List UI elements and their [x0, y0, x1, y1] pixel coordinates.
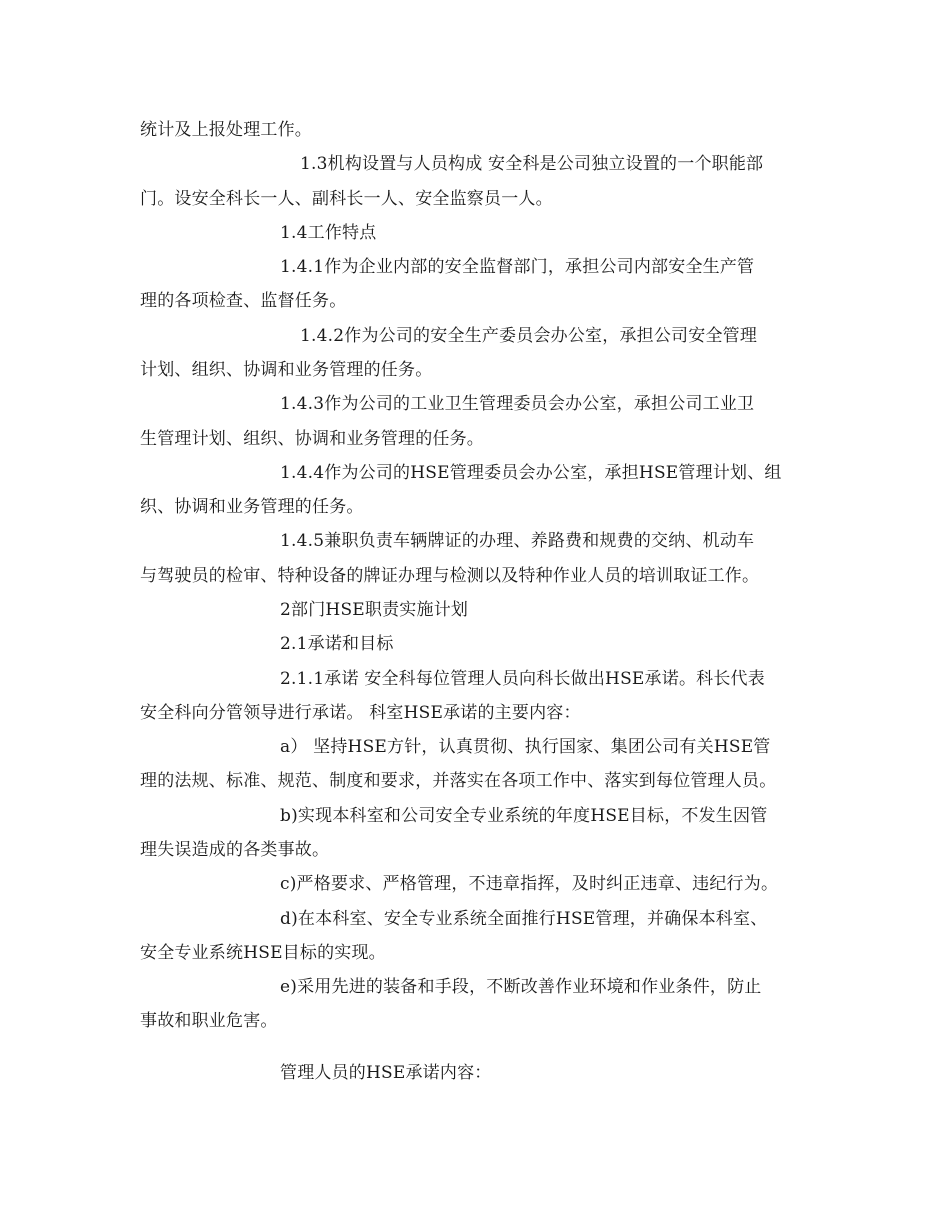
list-item-b: b)实现本科室和公司安全专业系统的年度HSE目标，不发生因管 [280, 806, 768, 826]
text-line: 统计及上报处理工作。 [140, 120, 312, 140]
text-line: 安全专业系统HSE目标的实现。 [140, 943, 386, 963]
text-line: 理的法规、标准、规范、制度和要求，并落实在各项工作中、落实到每位管理人员。 [140, 771, 777, 791]
text-line: 计划、组织、协调和业务管理的任务。 [140, 360, 433, 380]
text-line: 1.4.3作为公司的工业卫生管理委员会办公室，承担公司工业卫 [280, 394, 755, 414]
text-line: 1.4.4作为公司的HSE管理委员会办公室，承担HSE管理计划、组 [280, 463, 782, 483]
text-line: 1.4.2作为公司的安全生产委员会办公室，承担公司安全管理 [300, 326, 758, 346]
section-heading-2-1: 2.1承诺和目标 [280, 634, 394, 654]
section-heading-2: 2部门HSE职责实施计划 [280, 600, 469, 620]
section-heading-1-3: 1.3机构设置与人员构成 安全科是公司独立设置的一个职能部 [300, 154, 764, 174]
text-line: 2.1.1承诺 安全科每位管理人员向科长做出HSE承诺。科长代表 [280, 669, 765, 689]
text-line: 织、协调和业务管理的任务。 [140, 497, 364, 517]
text-line: 门。设安全科长一人、副科长一人、安全监察员一人。 [140, 189, 553, 209]
list-item-e: e)采用先进的装备和手段，不断改善作业环境和作业条件，防止 [280, 977, 762, 997]
text-line: 理的各项检查、监督任务。 [140, 291, 347, 311]
list-item-c: c)严格要求、严格管理，不违章指挥，及时纠正违章、违纪行为。 [280, 874, 779, 894]
text-line: 管理人员的HSE承诺内容： [280, 1063, 492, 1083]
section-heading-1-4: 1.4工作特点 [280, 223, 377, 243]
list-item-a: a） 坚持HSE方针，认真贯彻、执行国家、集团公司有关HSE管 [280, 737, 771, 757]
text-line: 与驾驶员的检审、特种设备的牌证办理与检测以及特种作业人员的培训取证工作。 [140, 566, 760, 586]
text-line: 生管理计划、组织、协调和业务管理的任务。 [140, 429, 484, 449]
text-line: 理失误造成的各类事故。 [140, 840, 330, 860]
text-line: 1.4.5兼职负责车辆牌证的办理、养路费和规费的交纳、机动车 [280, 531, 755, 551]
text-line: 1.4.1作为企业内部的安全监督部门，承担公司内部安全生产管 [280, 257, 755, 277]
list-item-d: d)在本科室、安全专业系统全面推行HSE管理，并确保本科室、 [280, 909, 768, 929]
text-line: 安全科向分管领导进行承诺。 科室HSE承诺的主要内容： [140, 703, 581, 723]
text-line: 事故和职业危害。 [140, 1011, 278, 1031]
